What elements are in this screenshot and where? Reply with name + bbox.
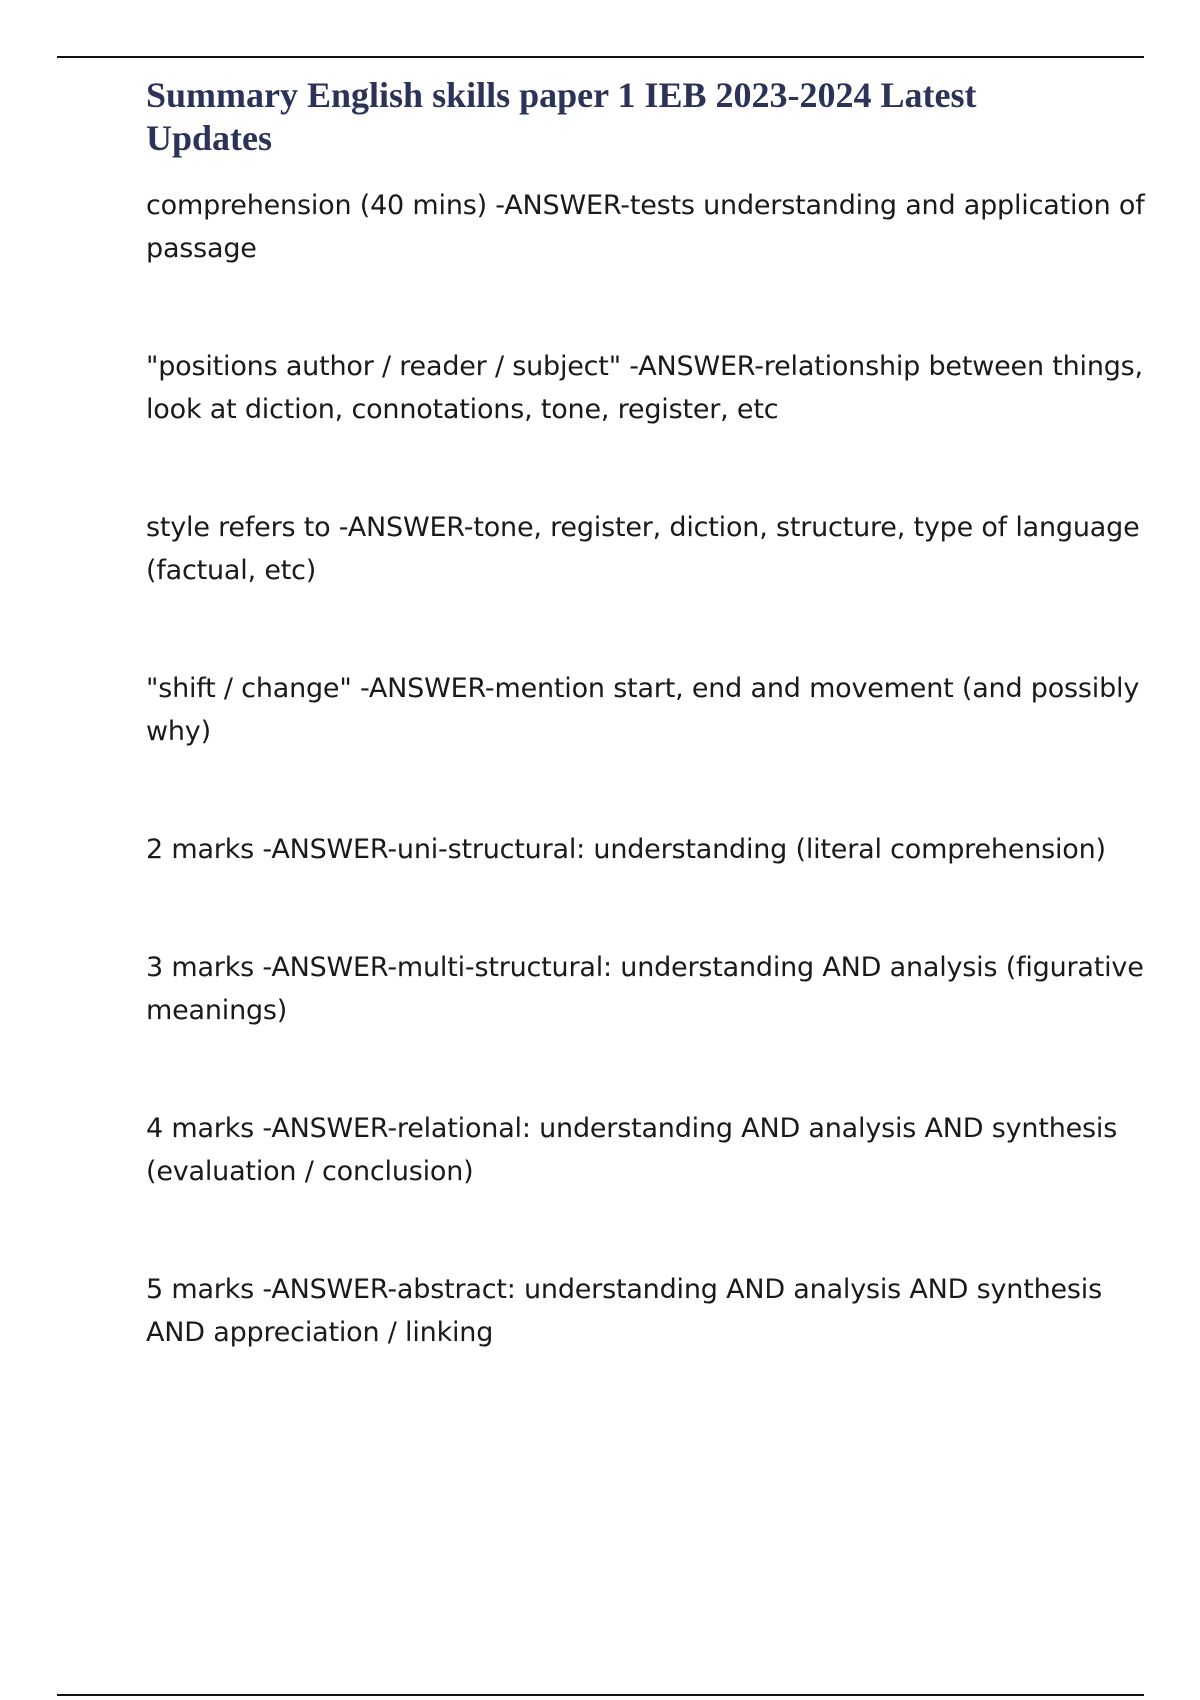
qa-entry-5-marks: 5 marks -ANSWER-abstract: understanding AND analysis AND synthesis AND appreciation / linking bbox=[146, 1274, 1102, 1348]
top-rule bbox=[57, 56, 1144, 58]
qa-entry-comprehension: comprehension (40 mins) -ANSWER-tests understanding and application of passage bbox=[146, 190, 1145, 264]
document-title: Summary English skills paper 1 IEB 2023-2024 Latest Updates bbox=[146, 75, 977, 158]
qa-entry-shift: "shift / change" -ANSWER-mention start, end and movement (and possibly why) bbox=[146, 673, 1140, 747]
qa-entry-style: style refers to -ANSWER-tone, register, diction, structure, type of language (factual, etc) bbox=[146, 512, 1140, 586]
qa-list bbox=[146, 184, 1146, 1429]
qa-entry-2-marks: 2 marks -ANSWER-uni-structural: understanding (literal comprehension) bbox=[146, 834, 1106, 865]
qa-entry-3-marks: 3 marks -ANSWER-multi-structural: understanding AND analysis (figurative meanings) bbox=[146, 952, 1144, 1026]
qa-entry-4-marks: 4 marks -ANSWER-relational: understanding AND analysis AND synthesis (evaluation / conclusion) bbox=[146, 1113, 1118, 1187]
qa-entry-positions: "positions author / reader / subject" -ANSWER-relationship between things, look at diction, connotations, tone, register, etc bbox=[146, 351, 1143, 425]
bottom-rule bbox=[57, 1694, 1144, 1696]
